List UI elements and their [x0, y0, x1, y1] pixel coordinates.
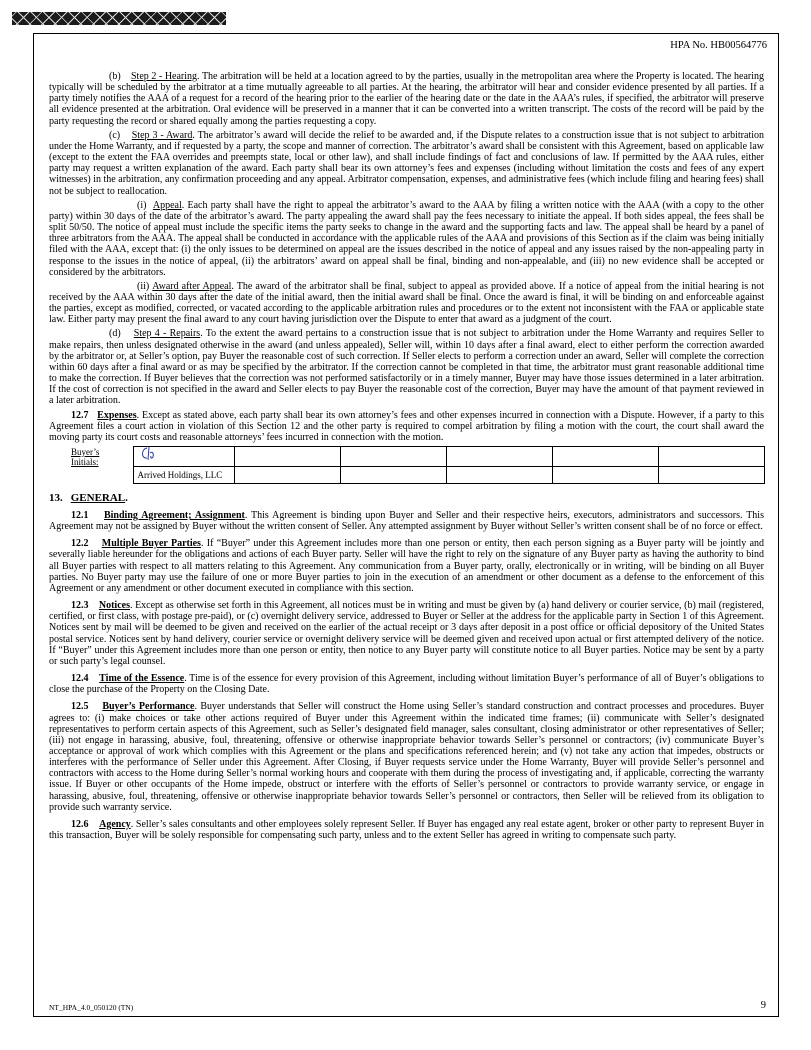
paragraph-step-4-repairs: (d) Step 4 - Repairs. To the extent the award pertains to a construction issue that is not subject to arbitration under the Home Warranty and requires Seller to make repairs, then unless designated otherwise in the award (and unless appealed), Seller will, within 10 days after a final award, elect to either perform the correction awarded by the arbitrator or, at Seller’s option, pay Buyer the reasonable cost of such correction. If Seller elects to perform a correction under an award, Seller will complete the correction within 60 days after a final award or as may be specified by the arbitrator. If the correction cannot be completed in that time, the arbitrator must grant reasonable additional time to make the correction. If Buyer believes that the correction was not performed satisfactorily or in a timely manner, Buyer may have those issues determined in a later arbitration. If the cost of correction is not specified in the award and Seller elects to pay Buyer the reasonable cost of the correction, Buyer may have the amount of that payment reviewed in a later arbitration. [49, 328, 764, 407]
paragraph-appeal: (i) Appeal. Each party shall have the right to appeal the arbitrator’s award to the AAA by filing a written notice with the AAA (with a copy to the other party) within 30 days of the date of the arbitrator’s award. The party appealing the award shall pay the fees necessary to initiate the appeal. If both sides appeal, the fees shall be split 50/50. The notice of appeal must include the specific items the party seeks to change in the award and the supporting facts and law. The appeal shall be heard by a panel of three arbitrators from the AAA. The appeal shall be conducted in accordance with the applicable rules of the AAA and provisions of this Section as if the claim was being initially filed with the AAA, except that: (i) the only issues to be determined on appeal are the issues described in the notice of appeal and any issues raised by the non-appealing party in response to the issues in the notice of appeal, (ii) the arbitrators’ award on appeal shall be final, binding and non-appealable, and (iii) no new evidence shall be accepted or considered by the arbitrators. [49, 199, 764, 278]
paragraph-12-7-expenses: 12.7 Expenses. Except as stated above, each party shall bear its own attorney’s fees and other expenses incurred in connection with a Dispute. However, if a party to this Agreement files a court action in violation of this Section 12 and the other party is required to compel arbitration by filing a motion with the court, the court shall award the moving party its court costs and reasonable attorneys’ fees incurred in connection with the motion. [49, 409, 765, 443]
hpa-number: HPA No. HB00564776 [670, 40, 767, 51]
paragraph-step-2-hearing: (b) Step 2 - Hearing. The arbitration will be held at a location agreed to by the parties, usually in the metropolitan area where the Property is located. The hearing typically will be scheduled by the arbitrator at a time mutually agreeable to all parties. At the hearing, the arbitrator will hear and consider evidence presented by all parties. If a party timely notifies the AAA of a request for a record of the hearing prior to the earlier of the hearing date or the date in the AAA’s rules, if specified, the arbitrator will preserve all evidence presented at the arbitration. Oral evidence will be preserved in a manner that it can be converted into a written transcript. The costs of the record will be paid by the party requesting the record or shared equally among the parties requesting a copy. [49, 71, 764, 127]
section-13-heading: 13. GENERAL. [49, 492, 128, 504]
heading-step-3: Step 3 - Award [131, 129, 193, 141]
paragraph-step-3-award: (c) Step 3 - Award. The arbitrator’s award will decide the relief to be awarded and, if the Dispute relates to a construction issue that is not subject to arbitration under the Home Warranty, and if requested by a party, the scope and manner of correction. The arbitrator’s award shall be consistent with this Agreement, based on applicable law (except to the extent the FAA overrides and preempts state, local or other law), and shall include findings of fact and conclusions of law. If permitted by the AAA rules, either party may request a written explanation of the award. Each party shall bear its own attorney’s fees and expenses (including without limitation the costs and fees of any expert witnesses) in the arbitration, any confirmation proceeding and any appeal. Arbitrator compensation, expenses, and administrative fees (which include filing and hearing fees) shall not be subject to reallocation. [49, 129, 764, 197]
document-body [49, 71, 764, 844]
initials-box-3[interactable] [340, 447, 446, 467]
general-item: 12.3 Notices. Except as otherwise set forth in this Agreement, all notices must be in writing and must be given by (a) hand delivery or courier service, (b) mail (registered, certified, or first class, with postage pre-paid), or (c) overnight delivery service, addressed to Buyer or Seller at the address for the applicable party in Section 1 of this Agreement. Notices sent by mail will be deemed to be given and received on the earlier of the actual receipt or 3 days after deposit in a post office or official depository of the United States postal service. Notices sent by hand delivery, courier service or overnight delivery service will be deemed given and received upon actual or first attempted delivery of the notice. If “Buyer” under this Agreement includes more than one person or entity, then notice to any Buyer party will constitute notice to all Buyer parties. Notice may be sent by a party or such party’s legal counsel. [49, 600, 765, 667]
heading-step-2: Step 2 - Hearing [130, 71, 198, 82]
page-number: 9 [760, 1000, 766, 1011]
paragraph-award-after-appeal: (ii) Award after Appeal. The award of the arbitrator shall be final, subject to appeal as provided above. If a notice of appeal from the initial hearing is not received by the AAA within 30 days after the date of the initial award, then the initial award shall be final. Once the award is final, it will be binding on and enforceable against the parties, except as modified, corrected, or vacated according to the applicable arbitration rules and procedures or to the extent not inconsistent with the FAA or applicable state law. Either party may present the final award to any court having jurisdiction over the Dispute to enter that award as a judgment of the court. [49, 280, 765, 326]
seller-box-5[interactable] [552, 467, 658, 484]
heading-appeal: Appeal [152, 199, 182, 211]
general-item: 12.1 Binding Agreement; Assignment. This Agreement is binding upon Buyer and Seller and their respective heirs, executors, administrators and successors. This Agreement may not be assigned by Buyer without the written consent of Seller. Any attempted assignment by Buyer without Seller’s written consent shall be of no force or effect. [49, 510, 764, 533]
initials-box-2[interactable] [234, 447, 340, 467]
initials-signature-mark [138, 445, 160, 463]
seller-name-cell: Arrived Holdings, LLC [133, 467, 234, 484]
initials-box-4[interactable] [446, 447, 552, 467]
seller-box-4[interactable] [446, 467, 552, 484]
heading-expenses: Expenses [97, 409, 137, 421]
heading-step-4: Step 4 - Repairs [133, 328, 201, 340]
general-item: 12.4 Time of the Essence. Time is of the essence for every provision of this Agreement, including without limitation Buyer’s performance of all of Buyer’s obligations to close the purchase of the Property on the Closing Date. [49, 673, 765, 696]
header-pattern-bar [12, 12, 226, 25]
form-id: NT_HPA_4.0_050120 (TN) [49, 1003, 134, 1012]
heading-award-after-appeal: Award after Appeal [152, 280, 232, 292]
general-item: 12.5 Buyer’s Performance. Buyer understands that Seller will construct the Home using Seller’s standard construction and contract processes and procedures. Buyer agrees to: (i) make choices or take other actions required of Buyer under this Agreement within the indicated time frames; (ii) communicate with Seller’s designated representatives to perform certain aspects of this Agreement, such as Seller’s designated field manager, sales consultant, closing administrator or other representatives of Seller; (iii) not engage in harassing, abusive, foul, threatening, offensive or otherwise inappropriate behavior towards Seller’s personnel or contractors; (iv) communicate Buyer’s acceptance or approval of work which complies with this Agreement or the plans and specifications referenced herein; and (v) not take any action that impedes, obstructs or interferes with the performance of Seller under this Agreement. After Closing, if Buyer requests service under the Home Warranty, Buyer will provide Seller’s personnel and contractors with access to the Home during Seller’s normal working hours and cooperate with them during the process of investigating and, if applicable, correcting the warranty issue. If Buyer or other occupants of the Home impede, obstruct or interfere with the efforts of Seller’s personnel or contractors to provide warranty service, or engage in harassing, abusive, foul, threatening, offensive or otherwise inappropriate behavior towards Seller’s personnel or contractors, then Seller will be relieved from its obligation to provide such warranty service. [49, 701, 765, 813]
initials-label-cell [49, 447, 133, 467]
initials-box-6[interactable] [658, 447, 764, 467]
buyers-initials-label: Buyer’s Initials: [71, 446, 100, 467]
seller-box-2[interactable] [234, 467, 340, 484]
general-item: 12.2 Multiple Buyer Parties. If “Buyer” under this Agreement includes more than one person or entity, then each person signing as a Buyer party will be jointly and severally liable hereunder for the obligations and actions of each Buyer party. Seller will have the right to rely on the signature of any Buyer party as having the authority to bind all Buyer parties with respect to all matters relating to this Agreement. Any communication from a Buyer party, orally, electronically or in writing, will be binding on all Buyer parties. No Buyer party may use the failure of one or more Buyer parties to join in the execution of an amendment or other document as a defense to the enforcement of this Agreement or any amendment or other document executed in compliance with this section. [49, 538, 765, 594]
seller-box-6[interactable] [658, 467, 764, 484]
general-item: 12.6 Agency. Seller’s sales consultants and other employees solely represent Seller. If Buyer has engaged any real estate agent, broker or other party to represent Buyer in this transaction, Buyer will be solely responsible for compensating such party, unless and to the extent Seller has agreed in writing to compensate such party. [49, 818, 765, 842]
initials-box-5[interactable] [552, 447, 658, 467]
seller-box-3[interactable] [340, 467, 446, 484]
initials-table [49, 446, 765, 484]
initials-box-1[interactable] [133, 447, 234, 467]
